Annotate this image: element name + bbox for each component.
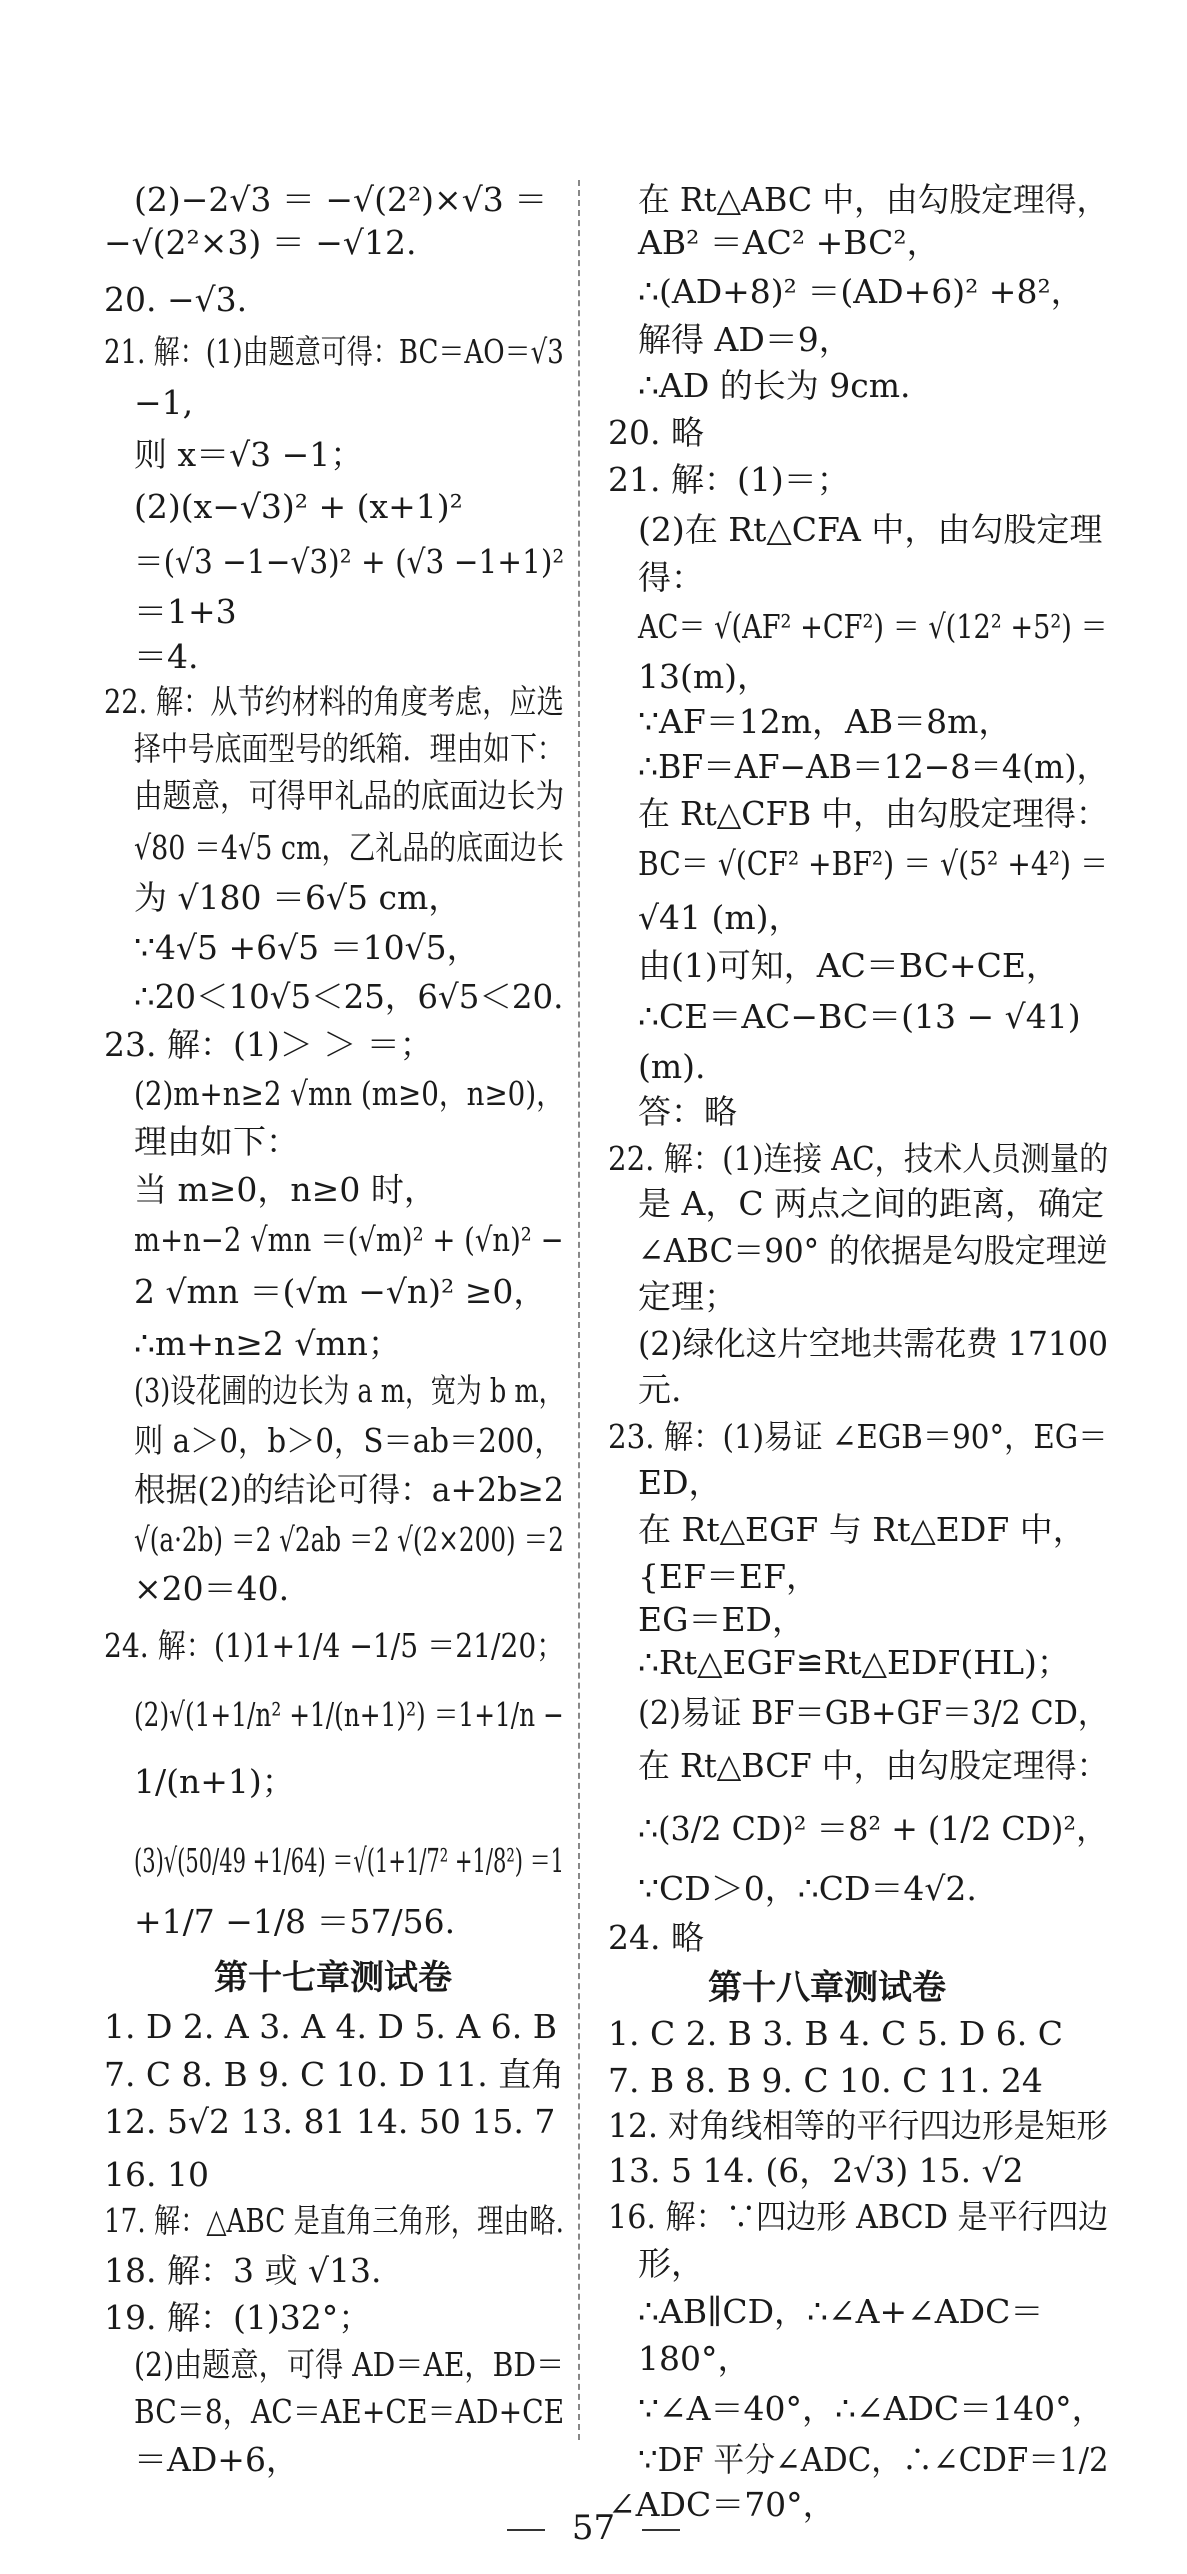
left-text-line: 根据(2)的结论可得：a+2b≥2: [134, 1470, 564, 1509]
right-text-line: ∴AD 的长为 9cm.: [638, 366, 911, 405]
left-text-line: 1/(n+1)；: [134, 1762, 295, 1801]
right-text-line: 在 Rt△EGF 与 Rt△EDF 中，: [638, 1510, 1086, 1549]
left-text-line: 则 a＞0，b＞0，S＝ab＝200，: [134, 1421, 564, 1460]
left-text-line: 12. 5√2 13. 81 14. 50 15. 7: [104, 2102, 556, 2141]
right-text-line: 22. 解：(1)连接 AC，技术人员测量的: [608, 1139, 1109, 1178]
right-text-line: √41 (m)，: [638, 898, 802, 937]
right-text-line: 24. 略: [608, 1918, 704, 1957]
right-text-line: AB² ＝AC² +BC²，: [638, 223, 940, 262]
right-text-line: 元.: [638, 1370, 682, 1409]
left-text-line: 19. 解：(1)32°；: [104, 2298, 372, 2337]
left-text-line: 23. 解：(1)＞ ＞ ＝；: [104, 1025, 433, 1064]
left-text-line: 由题意，可得甲礼品的底面边长为: [134, 776, 565, 815]
right-text-line: (2)绿化这片空地共需花费 17100: [638, 1324, 1109, 1363]
left-text-line: 18. 解：3 或 √13.: [104, 2251, 382, 2290]
left-text-line: 22. 解：从节约材料的角度考虑，应选: [104, 682, 564, 721]
right-text-line: ∴(3/2 CD)² ＝8² + (1/2 CD)²，: [638, 1809, 1108, 1848]
left-text-line: ×20＝40.: [134, 1569, 290, 1608]
right-chapter-heading: 第十八章测试卷: [708, 1968, 946, 2008]
right-text-line: ∵DF 平分∠ADC，∴∠CDF＝1/2: [638, 2440, 1109, 2479]
left-text-line: (2)(x−√3)² + (x+1)²: [134, 487, 463, 526]
footer-dash-right: [642, 2529, 680, 2531]
left-text-line: 理由如下：: [134, 1122, 299, 1161]
left-text-line: −√(2²×3) ＝ −√12.: [104, 223, 417, 262]
left-text-line: (3)设花圃的边长为 a m，宽为 b m，: [134, 1371, 565, 1410]
left-text-line: 7. C 8. B 9. C 10. D 11. 直角: [104, 2055, 565, 2094]
right-text-line: 21. 解：(1)＝；: [608, 460, 850, 499]
right-text-line: ∴Rt△EGF≌Rt△EDF(HL)；: [638, 1643, 1070, 1682]
left-text-line: 则 x＝√3 −1；: [134, 435, 364, 474]
right-text-line: 1. C 2. B 3. B 4. C 5. D 6. C: [608, 2014, 1064, 2053]
left-text-line: 2 √mn ＝(√m −√n)² ≥0，: [134, 1272, 547, 1311]
right-text-line: ∵∠A＝40°，∴∠ADC＝140°，: [638, 2389, 1105, 2428]
right-text-line: BC＝ √(CF² +BF²) ＝ √(5² +4²) ＝: [638, 844, 1109, 883]
footer-dash-left: [507, 2529, 545, 2531]
left-text-line: 17. 解：△ABC 是直角三角形，理由略.: [104, 2201, 564, 2240]
right-text-line: 23. 解：(1)易证 ∠EGB＝90°，EG＝: [608, 1417, 1108, 1456]
left-text-line: ＝4.: [134, 637, 199, 676]
right-text-line: 形，: [638, 2244, 704, 2283]
right-text-line: 在 Rt△BCF 中，由勾股定理得：: [638, 1746, 1109, 1785]
left-text-line: m+n−2 √mn ＝(√m)² + (√n)² −: [134, 1220, 564, 1259]
left-text-line: ∴20＜10√5＜25，6√5＜20.: [134, 977, 564, 1016]
left-text-line: 择中号底面型号的纸箱．理由如下：: [134, 729, 564, 768]
left-text-line: 20. −√3.: [104, 280, 248, 319]
left-text-line: 为 √180 ＝6√5 cm，: [134, 878, 462, 917]
left-text-line: +1/7 −1/8 ＝57/56.: [134, 1902, 456, 1941]
right-text-line: (2)在 Rt△CFA 中，由勾股定理: [638, 510, 1103, 549]
left-text-line: 16. 10: [104, 2155, 209, 2194]
right-text-line: 16. 解：∵四边形 ABCD 是平行四边: [608, 2197, 1109, 2236]
right-text-line: 定理；: [638, 1277, 737, 1316]
right-text-line: ∠ADC＝70°，: [608, 2485, 836, 2524]
left-text-line: ∵4√5 +6√5 ＝10√5，: [134, 928, 480, 967]
right-text-line: 7. B 8. B 9. C 10. C 11. 24: [608, 2061, 1043, 2100]
left-column: [104, 0, 565, 2479]
right-text-line: ∴CE＝AC−BC＝(13 − √41): [638, 997, 1081, 1036]
left-text-line: (2)√(1+1/n² +1/(n+1)²) ＝1+1/n −: [134, 1695, 564, 1734]
right-text-line: (2)易证 BF＝GB+GF＝3/2 CD，: [638, 1693, 1109, 1732]
right-text-line: ∵AF＝12m，AB＝8m，: [638, 702, 1012, 741]
left-text-line: (2)−2√3 ＝ −√(2²)×√3 ＝: [134, 180, 548, 219]
left-text-line: ∴m+n≥2 √mn；: [134, 1324, 401, 1363]
left-text-line: √(a·2b) ＝2 √2ab ＝2 √(2×200) ＝2: [134, 1520, 564, 1559]
left-text-line: (3)√(50/49 +1/64) ＝√(1+1/7² +1/8²) ＝1: [134, 1841, 565, 1880]
right-text-line: 20. 略: [608, 413, 704, 452]
right-text-line: (m).: [638, 1047, 706, 1086]
right-text-line: ∴(AD+8)² ＝(AD+6)² +8²，: [638, 272, 1084, 311]
left-text-line: ＝(√3 −1−√3)² + (√3 −1+1)²: [134, 542, 565, 581]
right-text-line: 得：: [638, 558, 704, 597]
right-text-line: ∴BF＝AF−AB＝12−8＝4(m)，: [638, 747, 1109, 786]
right-text-line: ∴AB∥CD，∴∠A+∠ADC＝: [638, 2292, 1044, 2331]
right-text-line: 解得 AD＝9，: [638, 320, 852, 359]
right-text-line: 在 Rt△CFB 中，由勾股定理得：: [638, 794, 1108, 833]
right-text-line: {EF＝EF，: [638, 1557, 819, 1596]
right-text-line: EG＝ED，: [638, 1600, 805, 1639]
page-footer: [0, 2508, 1187, 2548]
left-chapter-heading: 第十七章测试卷: [214, 1958, 452, 1998]
right-text-line: 180°，: [638, 2339, 751, 2378]
right-text-line: 是 A，C 两点之间的距离，确定: [638, 1184, 1105, 1223]
right-text-line: ED，: [638, 1463, 722, 1502]
right-text-line: 由(1)可知，AC＝BC+CE，: [638, 946, 1059, 985]
right-text-line: 13(m)，: [638, 657, 771, 696]
column-divider: [578, 180, 580, 2440]
right-text-line: ∠ABC＝90° 的依据是勾股定理逆: [638, 1231, 1108, 1270]
left-text-line: 1. D 2. A 3. A 4. D 5. A 6. B: [104, 2007, 557, 2046]
right-text-line: 12. 对角线相等的平行四边形是矩形: [608, 2106, 1108, 2145]
right-text-line: AC＝ √(AF² +CF²) ＝ √(12² +5²) ＝: [638, 607, 1108, 646]
left-text-line: (2)m+n≥2 √mn (m≥0，n≥0)，: [134, 1074, 564, 1113]
left-text-line: √80 ＝4√5 cm，乙礼品的底面边长: [134, 828, 564, 867]
left-text-line: ＝1+3: [134, 592, 237, 631]
right-text-line: 在 Rt△ABC 中，由勾股定理得，: [638, 180, 1109, 219]
right-text-line: ∵CD＞0，∴CD＝4√2.: [638, 1869, 977, 1908]
right-text-line: 答：略: [638, 1092, 737, 1131]
left-text-line: ＝AD+6，: [134, 2440, 299, 2479]
left-text-line: 21. 解：(1)由题意可得：BC＝AO＝√3: [104, 332, 564, 371]
left-text-line: (2)由题意，可得 AD＝AE，BD＝: [134, 2345, 565, 2384]
left-text-line: −1,: [134, 383, 194, 422]
page-number: 57: [571, 2508, 616, 2548]
left-text-line: 24. 解：(1)1+1/4 −1/5 ＝21/20；: [104, 1626, 565, 1665]
left-text-line: 当 m≥0，n≥0 时，: [134, 1170, 437, 1209]
right-column: [608, 0, 1109, 2524]
right-text-line: 13. 5 14. (6，2√3) 15. √2: [608, 2151, 1024, 2190]
left-text-line: BC＝8，AC＝AE+CE＝AD+CE: [134, 2392, 565, 2431]
